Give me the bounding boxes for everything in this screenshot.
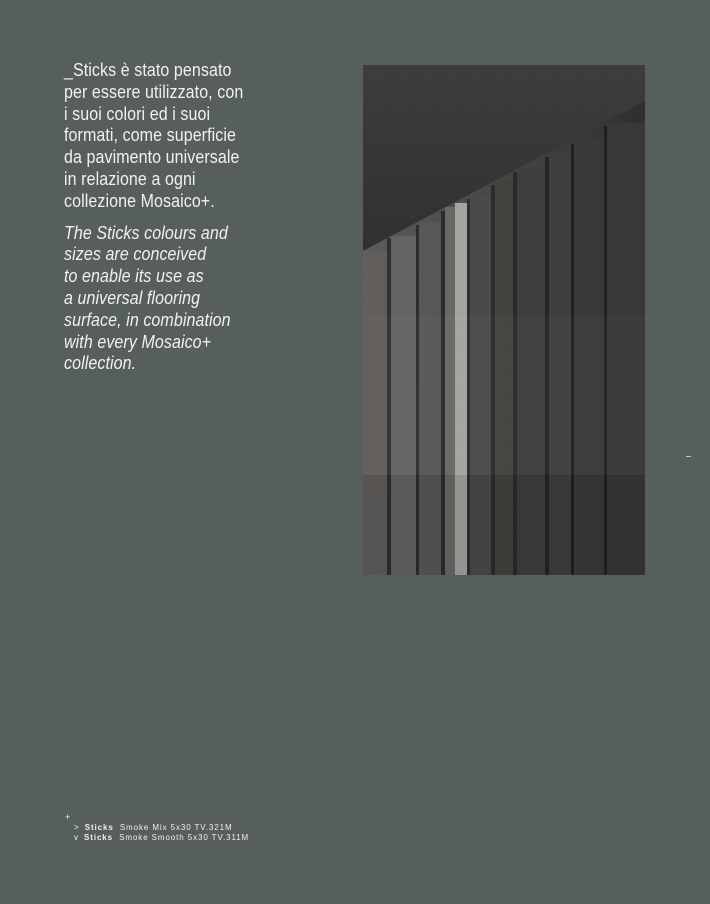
product-captions — [66, 812, 249, 842]
caption-detail: Smoke Mix 5x30 TV.321M — [119, 823, 233, 832]
plus-mark: + — [65, 812, 72, 822]
english-line: sizes are conceived — [64, 244, 207, 265]
english-line: collection. — [64, 353, 137, 374]
tile-photograph — [363, 65, 645, 575]
italian-line: in relazione a ogni — [64, 168, 196, 189]
italian-description — [64, 60, 324, 213]
english-line: a universal flooring — [64, 287, 201, 308]
english-line: The Sticks colours and — [64, 222, 228, 243]
page-marker — [686, 456, 691, 457]
italian-line: i suoi colori ed i suoi — [64, 103, 211, 124]
caption-detail: Smoke Smooth 5x30 TV.311M — [119, 832, 250, 842]
tile-photo-illustration — [363, 65, 645, 575]
caption-brand: Sticks — [84, 823, 114, 832]
italian-line: formati, come superficie — [64, 125, 237, 146]
english-line: surface, in combination — [64, 309, 231, 330]
italian-line: _Sticks è stato pensato — [64, 60, 232, 80]
english-line: with every Mosaico+ — [64, 331, 212, 352]
caption-line — [66, 833, 249, 843]
caption-line — [66, 823, 249, 833]
caption-direction-symbol: > — [74, 823, 80, 832]
italian-line: da pavimento universale — [64, 147, 240, 168]
italian-line: per essere utilizzato, con — [64, 81, 244, 102]
english-description — [64, 223, 324, 376]
caption-direction-symbol: v — [74, 832, 79, 842]
italian-line: collezione Mosaico+. — [64, 190, 215, 211]
english-line: to enable its use as — [64, 266, 204, 287]
description-text-block — [64, 60, 324, 375]
caption-brand: Sticks — [84, 832, 114, 842]
